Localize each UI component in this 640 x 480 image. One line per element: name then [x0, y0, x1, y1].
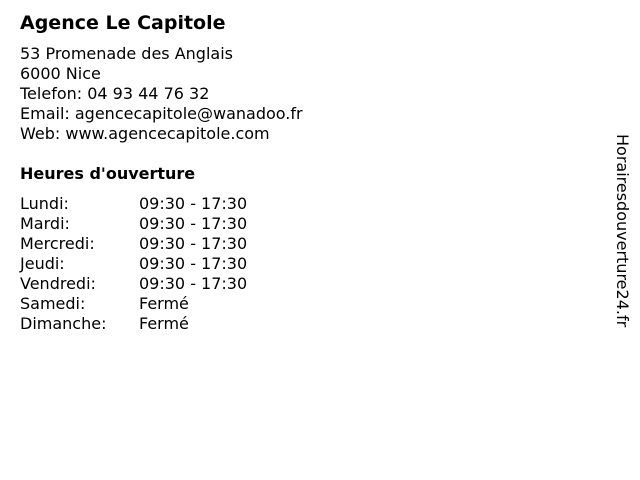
hours-day: Vendredi: — [20, 274, 96, 293]
hours-time: 09:30 - 17:30 — [139, 194, 248, 213]
site-watermark: Horairesdouverture24.fr — [613, 134, 632, 328]
hours-time: 09:30 - 17:30 — [139, 274, 248, 293]
contact-block — [20, 44, 303, 144]
address-street: 53 Promenade des Anglais — [20, 44, 233, 63]
email-line: Email: agencecapitole@wanadoo.fr — [20, 104, 303, 123]
hours-day: Dimanche: — [20, 314, 107, 333]
hours-day: Mercredi: — [20, 234, 95, 253]
hours-heading: Heures d'ouverture — [20, 164, 196, 183]
hours-time: 09:30 - 17:30 — [139, 254, 248, 273]
hours-day: Mardi: — [20, 214, 70, 233]
web-line: Web: www.agencecapitole.com — [20, 124, 270, 143]
hours-day: Jeudi: — [20, 254, 65, 273]
hours-time: 09:30 - 17:30 — [139, 234, 248, 253]
business-name: Agence Le Capitole — [20, 12, 226, 34]
hours-day: Lundi: — [20, 194, 69, 213]
hours-day: Samedi: — [20, 294, 86, 313]
hours-time: Fermé — [139, 294, 189, 313]
hours-time: Fermé — [139, 314, 189, 333]
address-city: 6000 Nice — [20, 64, 101, 83]
phone-line: Telefon: 04 93 44 76 32 — [20, 84, 210, 103]
hours-time: 09:30 - 17:30 — [139, 214, 248, 233]
